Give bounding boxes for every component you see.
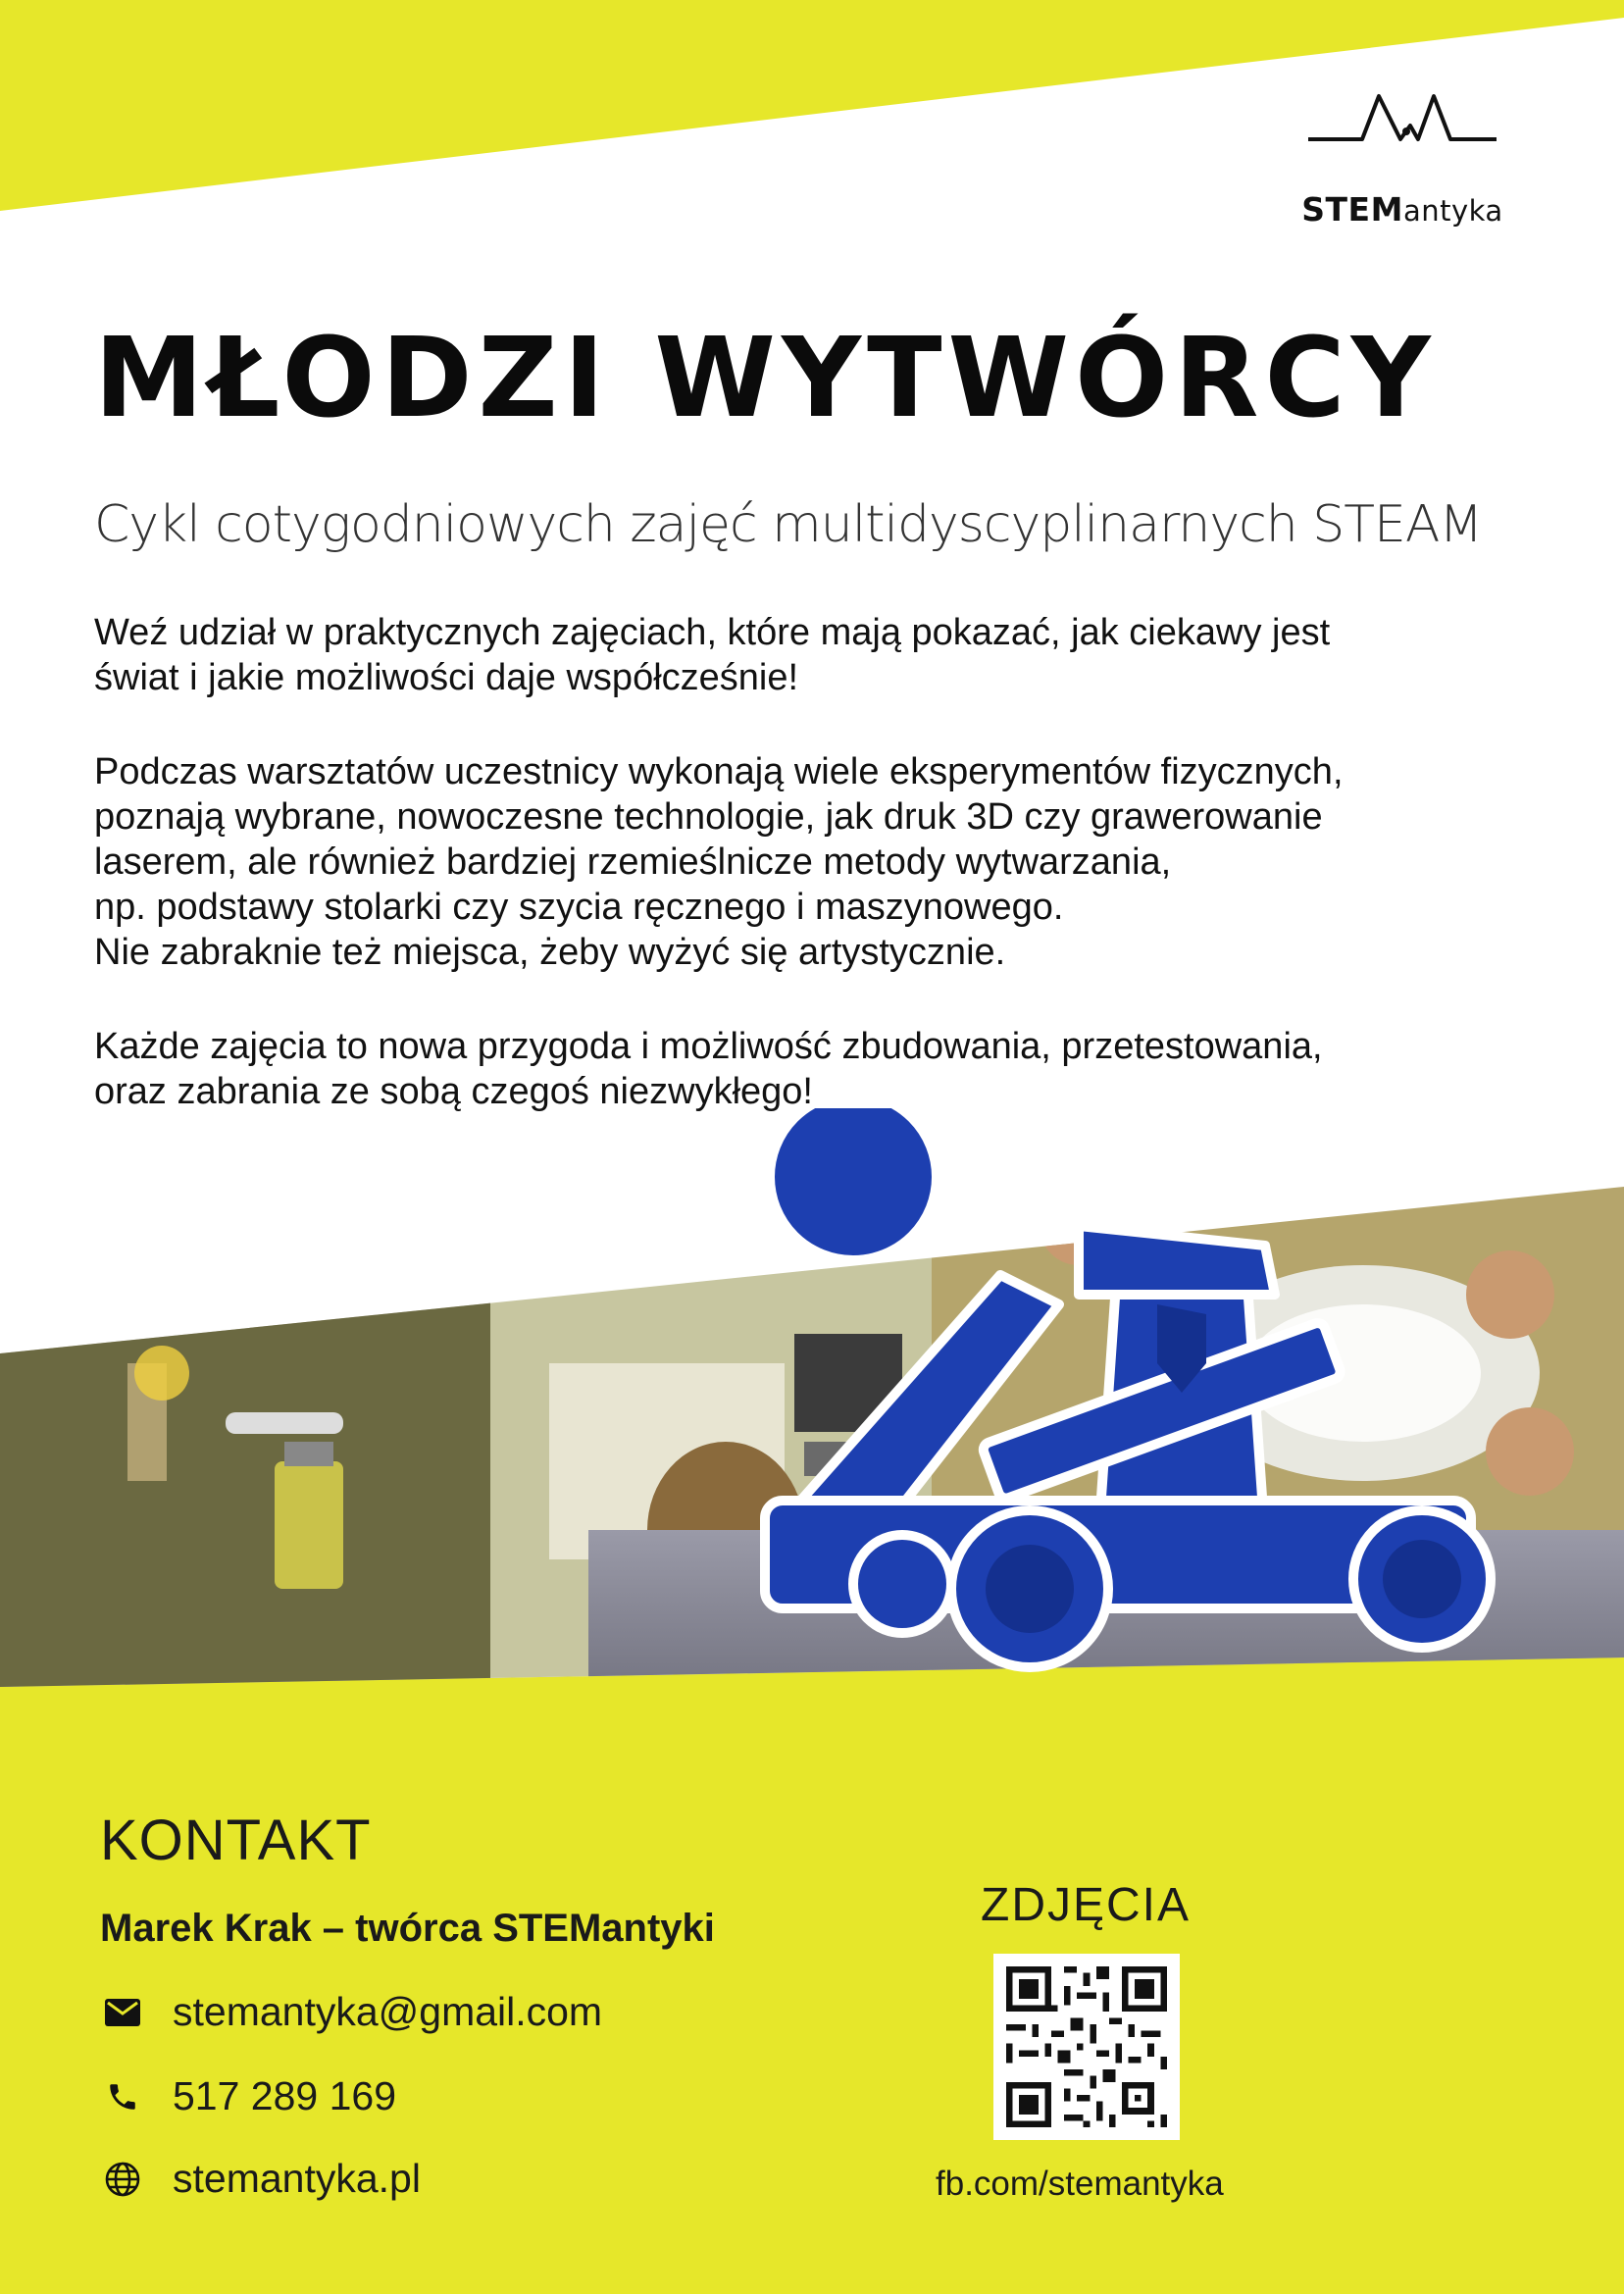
pulse-logo-icon — [1308, 88, 1497, 151]
website-text[interactable]: stemantyka.pl — [173, 2156, 421, 2201]
page-subtitle: Cykl cotygodniowych zajęć multidyscyplinarnych STEAM — [94, 495, 1483, 554]
globe-icon — [100, 2157, 145, 2202]
contact-email[interactable] — [100, 1989, 602, 2035]
paragraph-closing: Każde zajęcia to nowa przygoda i możliwość zbudowania, przetestowania, oraz zabrania ze sobą czegoś niezwykłego! — [94, 1026, 1323, 1112]
phone-icon — [100, 2074, 145, 2119]
contact-phone[interactable] — [100, 2073, 396, 2119]
paragraph-intro: Weź udział w praktycznych zajęciach, które mają pokazać, jak ciekawy jest świat i jakie możliwości daje współcześnie! — [94, 612, 1331, 698]
phone-text[interactable]: 517 289 169 — [173, 2073, 397, 2118]
mail-icon — [100, 1990, 145, 2035]
brand-name: STEMantyka — [1301, 190, 1503, 229]
facebook-link[interactable]: fb.com/stemantyka — [936, 2165, 1224, 2203]
contact-heading: KONTAKT — [100, 1809, 372, 1872]
photo-collage — [0, 1108, 1624, 1795]
description — [94, 610, 1526, 1163]
photos-heading: ZDJĘCIA — [981, 1879, 1192, 1931]
brand-logo — [1294, 88, 1510, 229]
qr-code-icon[interactable] — [993, 1954, 1180, 2140]
paragraph-workshops: Podczas warsztatów uczestnicy wykonają wiele eksperymentów fizycznych, poznają wybrane, nowoczesne technologie, jak druk 3D czy grawerowanie laserem, ale również bardziej rzemieślnicze metody wytwarzania, np. podstawy stolarki czy szycia ręcznego i maszynowego. Nie zabraknie też miejsca, żeby wyżyć się artystycznie. — [94, 751, 1344, 973]
page-title: MŁODZI WYTWÓRCY — [94, 315, 1437, 442]
contact-person: Marek Krak – twórca STEMantyki — [100, 1907, 715, 1950]
contact-website[interactable] — [100, 2156, 421, 2202]
email-text[interactable]: stemantyka@gmail.com — [173, 1989, 603, 2034]
